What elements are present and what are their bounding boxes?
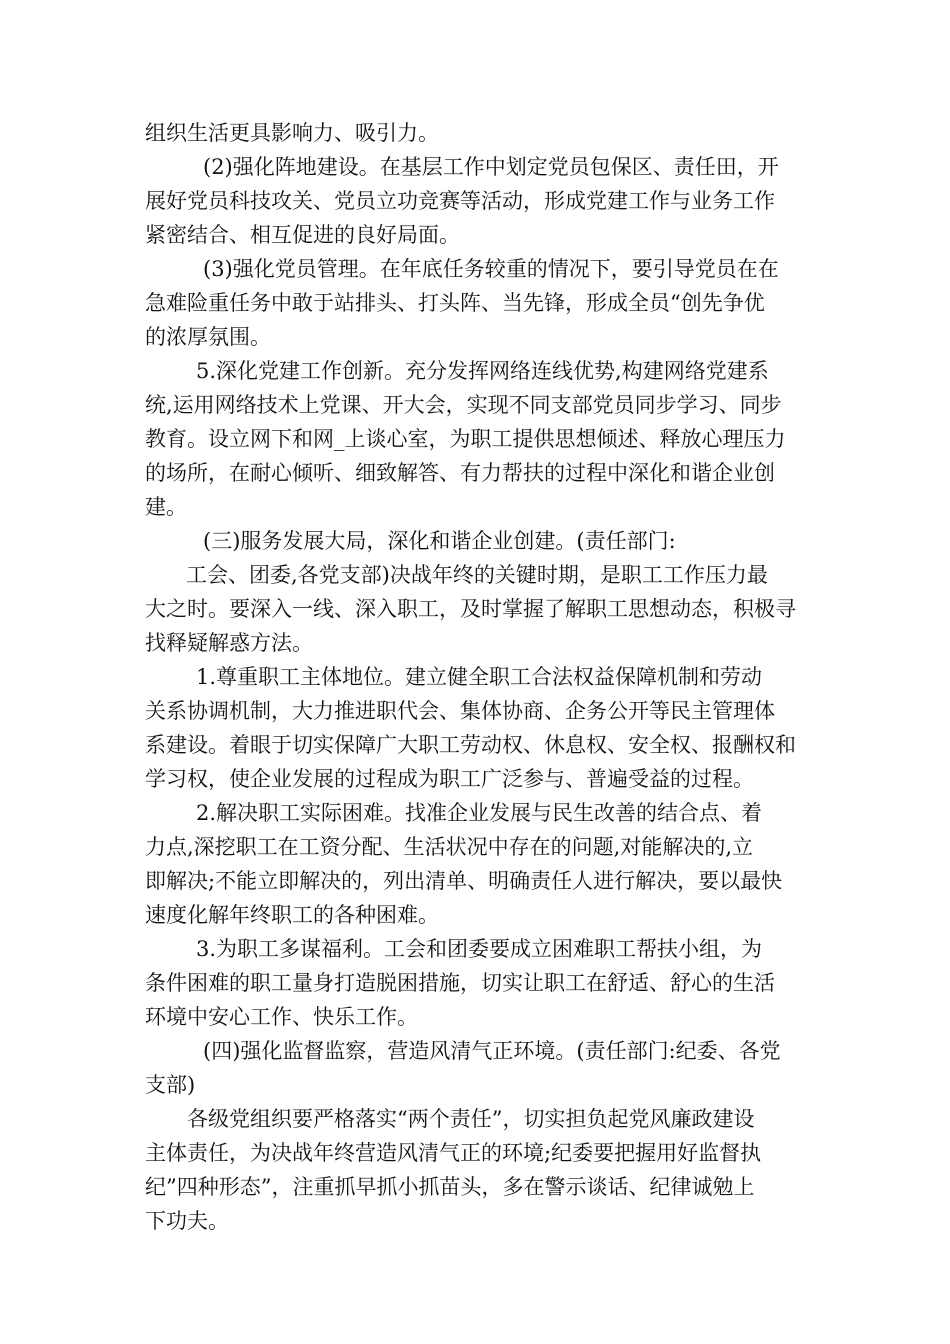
text-line: 条件困难的职工量身打造脱困措施，切实让职工在舒适、舒心的生活: [145, 971, 775, 995]
text-line: 环境中安心工作、快乐工作。: [145, 1005, 418, 1029]
text-line: 紧密结合、相互促进的良好局面。: [145, 223, 460, 247]
text-line: 下功夫。: [145, 1209, 229, 1233]
text-line: 教育。设立网下和网_上谈心室，为职工提供思想倾述、释放心理压力: [145, 427, 786, 451]
text-line: 主体责任，为决战年终营造风清气正的环境;纪委要把握用好监督执: [145, 1141, 762, 1165]
text-line: 1.尊重职工主体地位。建立健全职工合法权益保障机制和劳动: [196, 665, 763, 689]
text-line: (3)强化党员管理。在年底任务较重的情况下，要引导党员在在: [203, 257, 779, 281]
text-line: 大之时。要深入一线、深入职工，及时掌握了解职工思想动态，积极寻: [145, 597, 796, 621]
text-line: (四)强化监督监察，营造风清气正环境。(责任部门:纪委、各党: [203, 1039, 781, 1063]
text-line: 建。: [145, 495, 187, 519]
text-line: 统,运用网络技术上党课、开大会，实现不同支部党员同步学习、同步: [145, 393, 782, 417]
text-line: 找释疑解惑方法。: [145, 631, 313, 655]
text-line: 3.为职工多谋福利。工会和团委要成立困难职工帮扶小组，为: [196, 937, 763, 961]
text-line: 速度化解年终职工的各种困难。: [145, 903, 439, 927]
text-line: 学习权，使企业发展的过程成为职工广泛参与、普遍受益的过程。: [145, 767, 754, 791]
text-line: 系建设。着眼于切实保障广大职工劳动权、休息权、安全权、报酬权和: [145, 733, 796, 757]
text-line: 即解决;不能立即解决的，列出清单、明确责任人进行解决，要以最快: [145, 869, 783, 893]
text-line: 展好党员科技攻关、党员立功竞赛等活动，形成党建工作与业务工作: [145, 189, 775, 213]
text-line: 的场所，在耐心倾听、细致解答、有力帮扶的过程中深化和谐企业创: [145, 461, 775, 485]
text-line: 支部): [145, 1073, 196, 1097]
text-line: 各级党组织要严格落实“两个责任”，切实担负起党风廉政建设: [187, 1107, 755, 1131]
text-line: 急难险重任务中敢于站排头、打头阵、当先锋，形成全员“创先争优: [145, 291, 765, 315]
text-line: 2.解决职工实际困难。找准企业发展与民生改善的结合点、着: [196, 801, 763, 825]
text-line: 力点,深挖职工在工资分配、生活状况中存在的问题,对能解决的,立: [145, 835, 754, 859]
text-line: 组织生活更具影响力、吸引力。: [145, 121, 439, 145]
text-line: (三)服务发展大局，深化和谐企业创建。(责任部门:: [203, 529, 676, 553]
text-line: 的浓厚氛围。: [145, 325, 271, 349]
text-line: 工会、团委,各党支部)决战年终的关键时期，是职工工作压力最: [186, 563, 768, 587]
text-line: 关系协调机制，大力推进职代会、集体协商、企务公开等民主管理体: [145, 699, 775, 723]
text-line: (2)强化阵地建设。在基层工作中划定党员包保区、责任田，开: [203, 155, 779, 179]
text-line: 纪”四种形态”，注重抓早抓小抓苗头，多在警示谈话、纪律诚勉上: [145, 1175, 755, 1199]
text-line: 5.深化党建工作创新。充分发挥网络连线优势,构建网络党建系: [196, 359, 769, 383]
